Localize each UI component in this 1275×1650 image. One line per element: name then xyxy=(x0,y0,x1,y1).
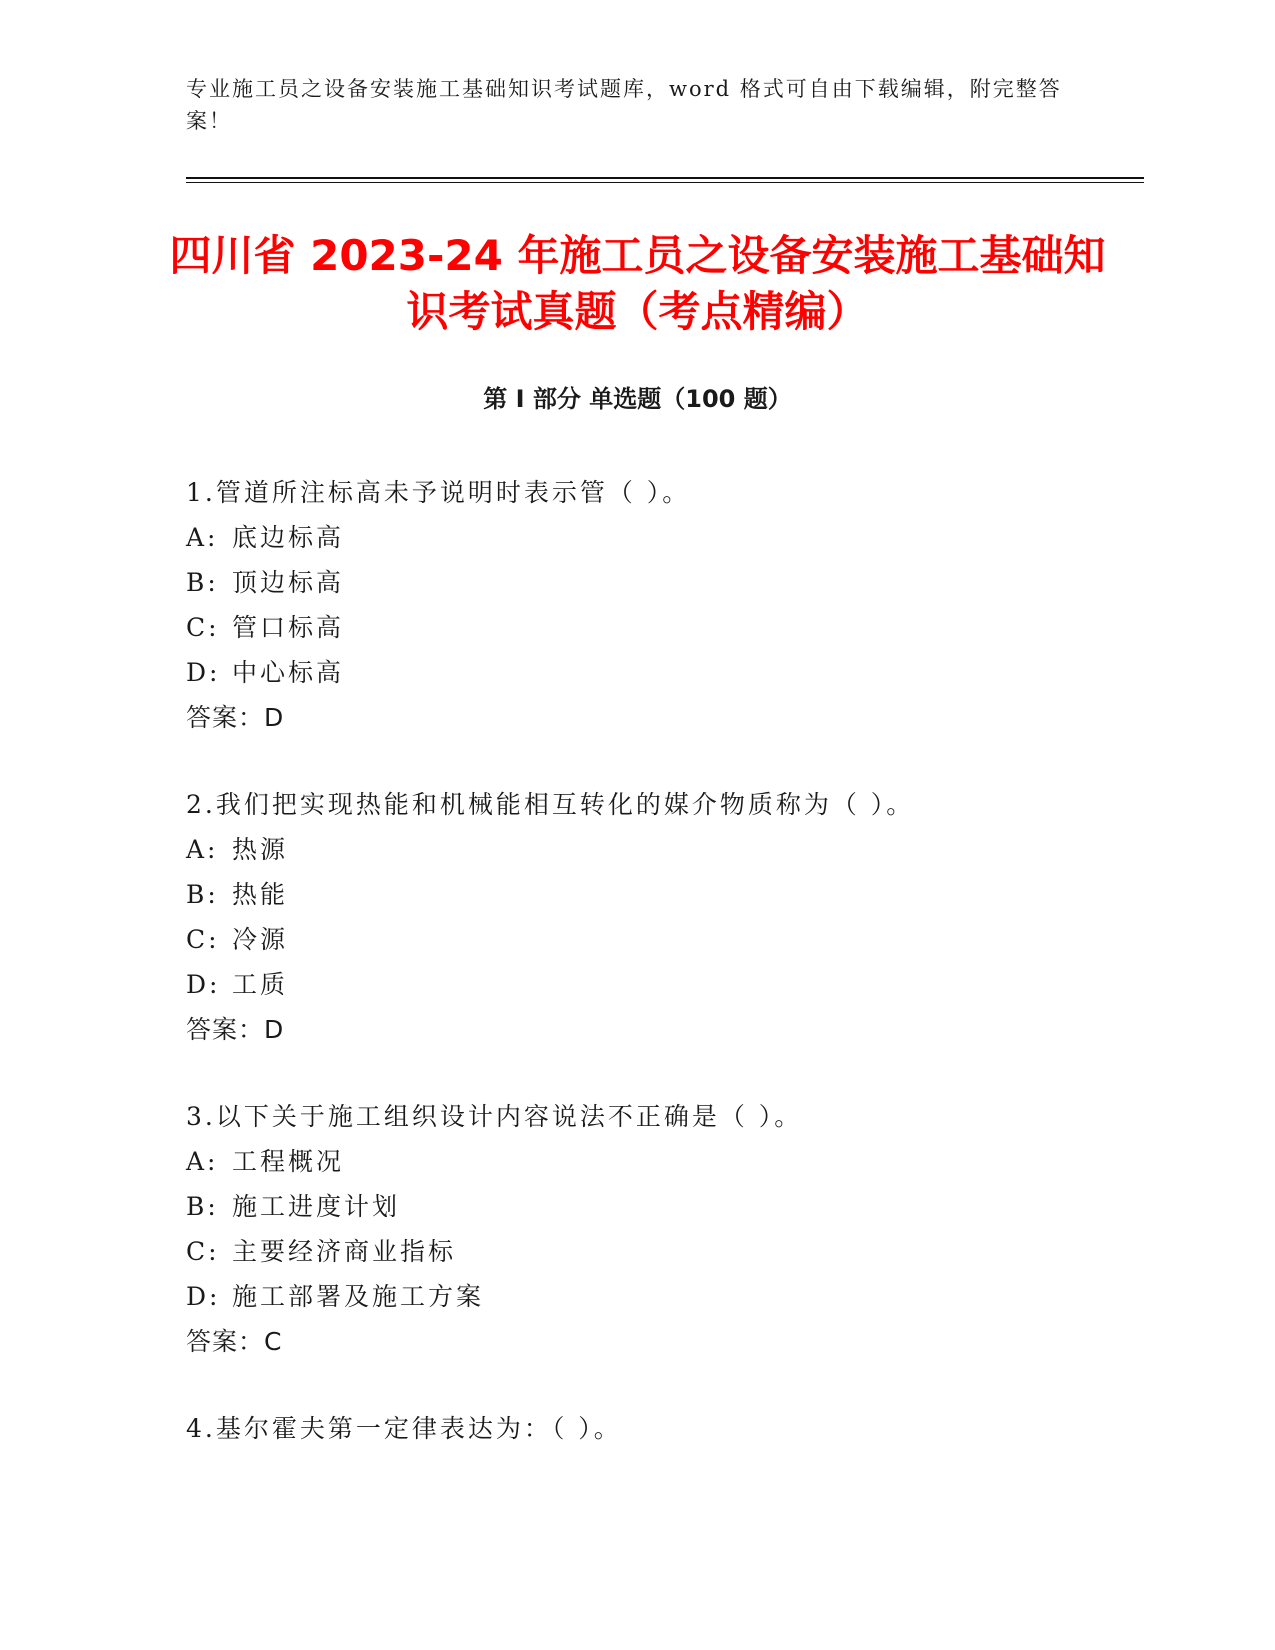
option-c xyxy=(186,605,1136,650)
option-text: 管口标高 xyxy=(232,613,345,642)
option-text: 施工进度计划 xyxy=(232,1192,401,1221)
question-2 xyxy=(186,782,1136,1052)
option-d xyxy=(186,962,1136,1007)
option-text: 冷源 xyxy=(232,925,289,954)
option-key: B: xyxy=(186,1192,219,1221)
option-text: 热能 xyxy=(232,880,289,909)
option-a xyxy=(186,1139,1136,1184)
answer: 答案：C xyxy=(186,1327,283,1356)
option-text: 底边标高 xyxy=(232,523,345,552)
option-text: 中心标高 xyxy=(232,658,345,687)
option-key: D: xyxy=(186,970,221,999)
section-title: 第 I 部分 单选题（100 题） xyxy=(483,385,792,413)
option-a xyxy=(186,515,1136,560)
option-key: B: xyxy=(186,880,219,909)
option-b xyxy=(186,872,1136,917)
option-key: A: xyxy=(186,835,219,864)
answer: 答案：D xyxy=(186,1015,285,1044)
option-a xyxy=(186,827,1136,872)
option-d xyxy=(186,650,1136,695)
option-text: 工质 xyxy=(232,970,289,999)
option-text: 施工部署及施工方案 xyxy=(232,1282,485,1311)
option-text: 顶边标高 xyxy=(232,568,345,597)
question-stem: 2.我们把实现热能和机械能相互转化的媒介物质称为（ ）。 xyxy=(186,790,915,819)
option-key: A: xyxy=(186,1147,219,1176)
option-key: D: xyxy=(186,658,221,687)
answer: 答案：D xyxy=(186,703,285,732)
header-divider-thick xyxy=(186,177,1144,179)
question-list xyxy=(186,470,1136,1493)
option-b xyxy=(186,560,1136,605)
header-divider-thin xyxy=(186,182,1144,183)
option-key: C: xyxy=(186,1237,220,1266)
question-stem: 1.管道所注标高未予说明时表示管（ ）。 xyxy=(186,478,691,507)
question-4 xyxy=(186,1406,1136,1451)
option-c xyxy=(186,1229,1136,1274)
option-key: A: xyxy=(186,523,219,552)
option-b xyxy=(186,1184,1136,1229)
document-title: 四川省 2023-24 年施工员之设备安装施工基础知识考试真题（考点精编） xyxy=(169,231,1106,336)
question-1 xyxy=(186,470,1136,740)
question-stem: 4.基尔霍夫第一定律表达为：（ ）。 xyxy=(186,1414,622,1443)
question-stem: 3.以下关于施工组织设计内容说法不正确是（ ）。 xyxy=(186,1102,803,1131)
question-3 xyxy=(186,1094,1136,1364)
option-c xyxy=(186,917,1136,962)
option-key: C: xyxy=(186,925,220,954)
option-text: 工程概况 xyxy=(232,1147,345,1176)
document-header: 专业施工员之设备安装施工基础知识考试题库，word 格式可自由下载编辑，附完整答案！ xyxy=(186,77,1062,133)
option-key: C: xyxy=(186,613,220,642)
option-key: D: xyxy=(186,1282,221,1311)
option-key: B: xyxy=(186,568,219,597)
option-text: 主要经济商业指标 xyxy=(232,1237,457,1266)
option-text: 热源 xyxy=(232,835,289,864)
option-d xyxy=(186,1274,1136,1319)
